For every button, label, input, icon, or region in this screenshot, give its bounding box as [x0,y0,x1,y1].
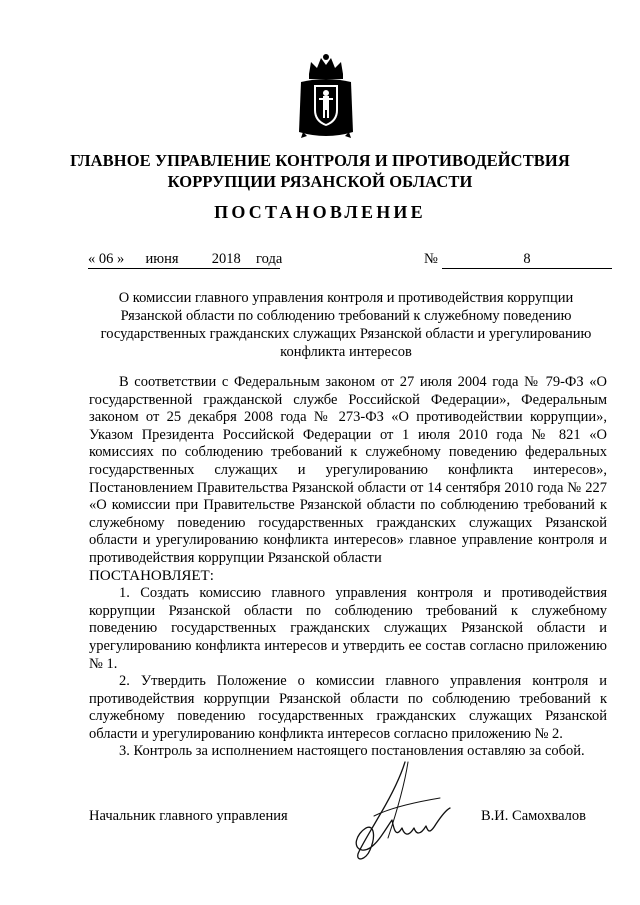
document-date [88,251,283,269]
document-type: ПОСТАНОВЛЕНИЕ [214,202,426,222]
authority-line-2: КОРРУПЦИИ РЯЗАНСКОЙ ОБЛАСТИ [167,172,473,191]
subject-line-2: Рязанской области по соблюдению требований к служебному поведению [120,308,572,324]
preamble-paragraph: В соответствии с Федеральным законом от 27 июля 2004 года № 79-ФЗ «О государственной гражданской службе Российской Федерации», Федеральным законом от 25 декабря 2008 года № 273-ФЗ «О противодействии коррупции», Указом Президента Российской Федерации от 1 июля 2010 года № 821 «О комиссиях по соблюдению требований к служебному поведению федеральных государственных служащих и урегулированию конфликта интересов», Постановлением Правительства Рязанской области от 14 сентября 2010 года № 227 «О комиссии при Правительстве Рязанской области по соблюдению требований к служебному поведению государственных гражданских служащих Рязанской области и урегулированию конфликта интересов» главное управление контроля и противодействия коррупции Рязанской области [89,374,607,566]
date-day: « 06 » [88,251,125,267]
date-month: июня [145,251,179,267]
document-subject [84,289,608,361]
number-sign: № [424,251,438,267]
resolution-item-1: 1. Создать комиссию главного управления контроля и противодействия коррупции Рязанской области по соблюдению требований к служебному поведению государственных гражданских служащих Рязанской области и урегулированию конфликта интересов и утвердить ее состав согласно приложению № 1. [89,585,607,672]
date-year-word: года [256,251,283,267]
resolution-item-2: 2. Утвердить Положение о комиссии главного управления контроля и противодействия коррупции Рязанской области по соблюдению требований к служебному поведению государственных гражданских служащих Рязанской области и урегулированию конфликта интересов согласно приложению № 2. [89,673,607,742]
signatory-position: Начальник главного управления [89,808,288,824]
subject-line-3: государственных гражданских служащих Рязанской области и урегулированию [100,326,592,342]
date-year: 2018 [211,251,241,267]
resolution-verb: ПОСТАНОВЛЯЕТ: [89,567,214,584]
subject-line-1: О комиссии главного управления контроля и противодействия коррупции [118,290,574,306]
ryazan-coat-of-arms-icon [297,52,355,140]
issuing-authority [60,150,580,192]
subject-line-4: конфликта интересов [280,344,412,360]
authority-line-1: ГЛАВНОЕ УПРАВЛЕНИЕ КОНТРОЛЯ И ПРОТИВОДЕЙСТВИЯ [70,151,570,170]
resolution-item-3: 3. Контроль за исполнением настоящего постановления оставляю за собой. [119,743,585,760]
handwritten-signature [330,758,460,868]
document-number: 8 [442,251,612,269]
document-body [89,374,607,761]
signatory-name: В.И. Самохвалов [481,808,586,824]
date-and-number-line [88,251,612,271]
